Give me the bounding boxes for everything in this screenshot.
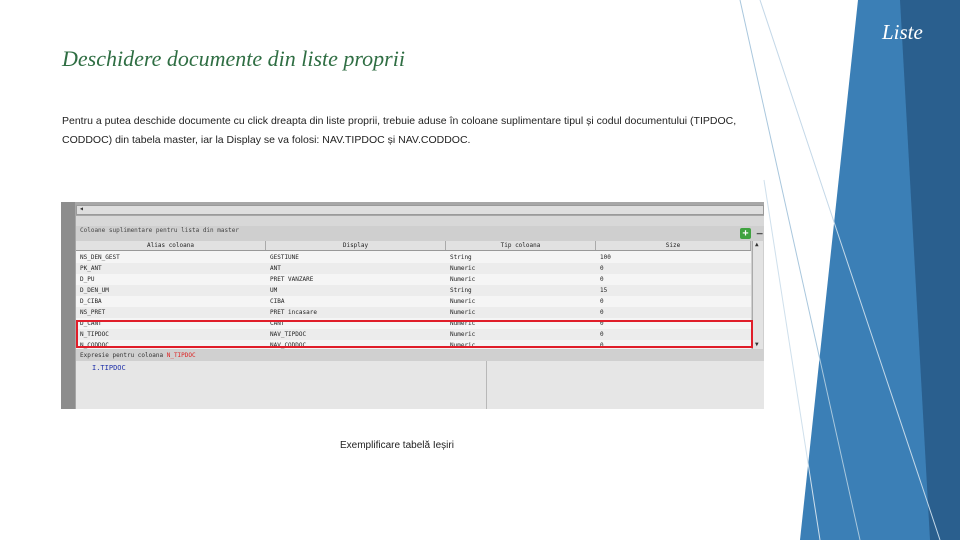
table-row[interactable] bbox=[76, 307, 751, 318]
scroll-left-icon[interactable]: ◂ bbox=[79, 204, 84, 213]
expression-value: N_TIPDOC bbox=[166, 352, 196, 359]
table-cell: String bbox=[450, 254, 472, 261]
screenshot-strip bbox=[76, 216, 764, 226]
table-cell: 100 bbox=[600, 254, 611, 261]
table-cell: CANT bbox=[270, 320, 285, 327]
minus-icon[interactable]: − bbox=[756, 227, 763, 240]
table-cell: NAV_CODDOC bbox=[270, 342, 307, 349]
table-cell: D_CANT bbox=[80, 320, 102, 327]
table-cell: N_TIPDOC bbox=[80, 331, 109, 338]
panel-label: Coloane suplimentare pentru lista din master bbox=[80, 227, 239, 234]
table-row[interactable] bbox=[76, 296, 751, 307]
table-row[interactable] bbox=[76, 252, 751, 263]
table-row[interactable] bbox=[76, 318, 751, 329]
header-type[interactable]: Tip coloana bbox=[446, 241, 596, 250]
scroll-down-icon[interactable]: ▼ bbox=[755, 341, 759, 348]
columns-grid bbox=[76, 241, 751, 349]
slide-title: Deschidere documente din liste proprii bbox=[62, 46, 405, 71]
table-cell: String bbox=[450, 287, 472, 294]
table-cell: UM bbox=[270, 287, 278, 294]
table-cell: D_CIBA bbox=[80, 298, 102, 305]
table-cell: PRET incasare bbox=[270, 309, 317, 316]
header-display[interactable]: Display bbox=[266, 241, 446, 250]
caption: Exemplificare tabelă Ieșiri bbox=[340, 440, 454, 451]
table-cell: PK_ANT bbox=[80, 265, 102, 272]
section-tag: Liste bbox=[882, 20, 923, 44]
table-cell: D_DEN_UM bbox=[80, 287, 109, 294]
plus-icon[interactable]: + bbox=[740, 228, 751, 239]
table-cell: NAV_TIPDOC bbox=[270, 331, 307, 338]
table-cell: Numeric bbox=[450, 342, 476, 349]
table-cell: N_CODDOC bbox=[80, 342, 109, 349]
table-cell: Numeric bbox=[450, 309, 476, 316]
expression-bar bbox=[76, 350, 764, 361]
table-cell: Numeric bbox=[450, 320, 476, 327]
header-size[interactable]: Size bbox=[596, 241, 751, 250]
table-cell: 15 bbox=[600, 287, 608, 294]
table-cell: 0 bbox=[600, 276, 604, 283]
table-cell: D_PU bbox=[80, 276, 95, 283]
table-cell: CIBA bbox=[270, 298, 285, 305]
vertical-scrollbar[interactable] bbox=[752, 241, 763, 349]
table-cell: Numeric bbox=[450, 331, 476, 338]
table-cell: 0 bbox=[600, 298, 604, 305]
table-cell: 0 bbox=[600, 309, 604, 316]
table-cell: 0 bbox=[600, 342, 604, 349]
expression-label: Expresie pentru coloana bbox=[80, 352, 164, 359]
table-cell: 0 bbox=[600, 320, 604, 327]
table-cell: ANT bbox=[270, 265, 281, 272]
table-row[interactable] bbox=[76, 285, 751, 296]
table-row[interactable] bbox=[76, 274, 751, 285]
table-cell: 0 bbox=[600, 331, 604, 338]
table-cell: Numeric bbox=[450, 298, 476, 305]
grid-header bbox=[76, 241, 751, 251]
table-row[interactable] bbox=[76, 263, 751, 274]
body-text: Pentru a putea deschide documente cu click dreapta din liste proprii, trebuie aduse în coloane suplimentare tipul și codul documentului (TIPDOC, CODDOC) din tabela master, iar la Display se va folosi: NAV.TIPDOC și NAV.CODDOC. bbox=[62, 115, 737, 146]
columns-panel bbox=[76, 226, 764, 409]
header-alias[interactable]: Alias coloana bbox=[76, 241, 266, 250]
screenshot-left-bar bbox=[61, 202, 75, 409]
table-cell: Numeric bbox=[450, 276, 476, 283]
table-cell: 0 bbox=[600, 265, 604, 272]
expression-code[interactable]: I.TIPDOC bbox=[92, 364, 126, 372]
scroll-up-icon[interactable]: ▲ bbox=[755, 241, 759, 248]
expression-editor[interactable] bbox=[76, 361, 764, 409]
app-screenshot bbox=[61, 202, 764, 409]
table-cell: GESTIUNE bbox=[270, 254, 299, 261]
horizontal-scrollbar[interactable] bbox=[76, 205, 764, 215]
table-cell: PRET VANZARE bbox=[270, 276, 314, 283]
table-row[interactable] bbox=[76, 329, 751, 340]
table-cell: NS_PRET bbox=[80, 309, 106, 316]
table-cell: NS_DEN_GEST bbox=[80, 254, 120, 261]
table-cell: Numeric bbox=[450, 265, 476, 272]
editor-divider bbox=[486, 361, 487, 409]
